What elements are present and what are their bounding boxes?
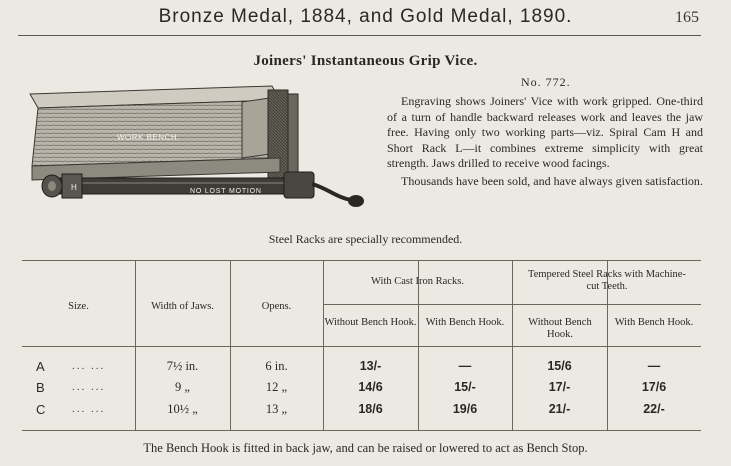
row-ci-with: 15/- [454,380,476,394]
price-table [22,260,701,430]
header-size: Size. [68,301,89,312]
row-ts-without: 17/- [548,380,571,394]
header-ts-with-hook: With Bench Hook. [614,317,694,328]
cam-label: H [71,183,77,192]
row-size: A [36,359,45,374]
row-width: 7½ in. [166,359,199,373]
footer-note: The Bench Hook is fitted in back jaw, and can be raised or lowered to act as Bench Stop. [143,441,588,455]
row-dots: ... ... [72,360,106,372]
row-ci-without: 14/6 [358,380,383,394]
page-number: 165 [675,9,699,26]
row-dots: ... ... [72,403,106,415]
row-ci-with: 19/6 [452,402,478,416]
article-title: Joiners' Instantaneous Grip Vice. [253,53,478,69]
row-ci-without: 18/6 [358,402,383,416]
header-tempered-steel-racks: Tempered Steel Racks with Machine-cut Teeth. [528,269,686,292]
row-width: 10½ „ [167,402,198,416]
table-top-rule [22,260,701,261]
row-opens: 12 „ [265,380,288,394]
article-number: No. 772. [521,75,571,89]
row-opens: 6 in. [265,359,288,373]
row-size: C [36,402,46,417]
row-ts-with: 22/- [643,402,665,416]
row-dots: ... ... [72,381,106,393]
row-ci-without: 13/- [359,359,382,373]
row-width: 9 „ [175,380,190,394]
header-ci-without-hook: Without Bench Hook. [324,317,417,328]
row-ci-with: — [458,359,472,373]
bench-label: WORK BENCH. [117,133,180,142]
row-ts-with: 17/6 [641,380,667,394]
row-size: B [36,380,45,395]
description-paragraph-2: Thousands have been sold, and have always given satisfaction. [401,173,703,188]
article-description [387,94,703,189]
table-header-rule [22,346,701,347]
row-opens: 13 „ [265,402,288,416]
header-width-of-jaws: Width of Jaws. [151,301,214,312]
recommendation-note: Steel Racks are specially recommended. [268,232,463,246]
header-ci-with-hook: With Bench Hook. [425,317,505,328]
header-cast-iron-racks: With Cast Iron Racks. [371,276,464,287]
page-header-title: Bronze Medal, 1884, and Gold Medal, 1890. [158,6,573,27]
row-ts-without: 21/- [548,402,571,416]
row-ts-with: — [647,359,661,373]
header-rule [18,35,701,36]
table-bottom-rule [22,430,701,431]
header-opens: Opens. [261,301,292,312]
header-ts-without-hook: Without Bench Hook. [528,317,592,340]
description-paragraph-1: Engraving shows Joiners' Vice with work gripped. One-third of a turn of handle backward releases work and leaves the jaw free. Having only two working parts—viz. Spiral Cam H and Short Rack L—it combines extreme simplicity with great strength. Jaws drilled to receive wood facings. [387,94,703,170]
row-ts-without: 15/6 [547,359,572,373]
bar-label: NO LOST MOTION [190,188,262,195]
vice-engraving [22,80,372,220]
